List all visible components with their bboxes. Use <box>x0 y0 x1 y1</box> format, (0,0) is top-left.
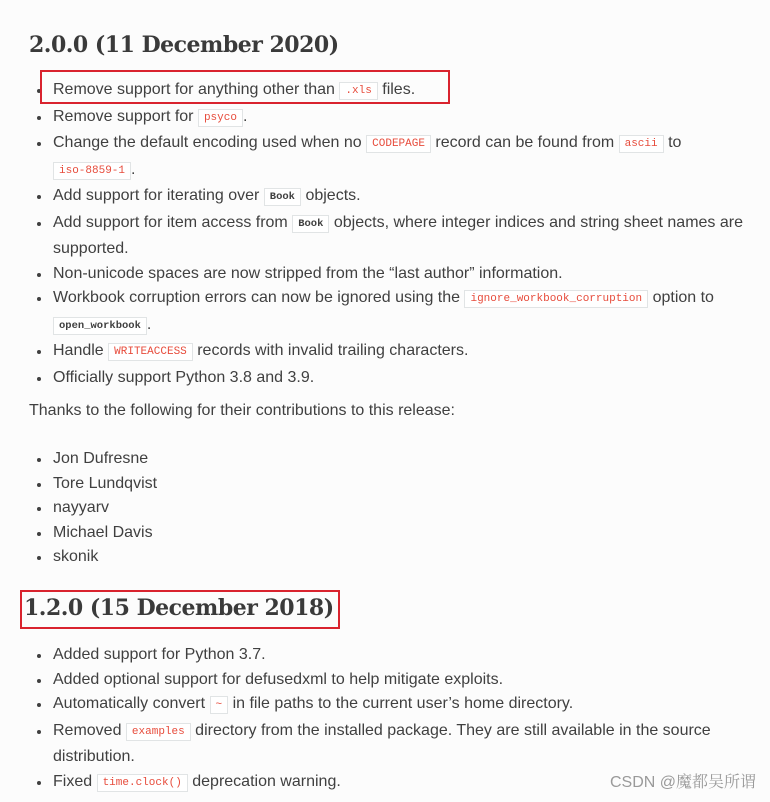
list-item: Removed examples directory from the installed package. They are still available in the source distribution. <box>53 719 753 770</box>
code-xls: .xls <box>339 82 377 100</box>
thanks-text: Thanks to the following for their contributions to this release: <box>29 402 455 419</box>
contributor: Michael Davis <box>53 521 157 546</box>
section-heading-2-0-0: 2.0.0 (11 December 2020) <box>29 32 339 58</box>
contributor: Jon Dufresne <box>53 447 157 472</box>
list-item: Handle WRITEACCESS records with invalid trailing characters. <box>53 339 753 366</box>
code-book: Book <box>264 188 301 206</box>
changes-list-2-0-0 <box>29 78 753 390</box>
watermark: CSDN @魔都吴所谓 <box>609 774 756 791</box>
code-time-clock: time.clock() <box>97 774 188 792</box>
code-examples: examples <box>126 723 191 741</box>
list-item: Non-unicode spaces are now stripped from the “last author” information. <box>53 262 753 287</box>
code-tilde: ~ <box>210 696 229 714</box>
list-item: Add support for item access from Book objects, where integer indices and string sheet names are supported. <box>53 211 753 262</box>
list-item: Automatically convert ~ in file paths to the current user’s home directory. <box>53 692 753 719</box>
list-item: Change the default encoding used when no CODEPAGE record can be found from ascii to iso-8859-1 . <box>53 131 753 184</box>
list-item: Remove support for anything other than .xls files. <box>53 78 753 105</box>
highlight-box-heading-1-2-0 <box>20 590 340 629</box>
list-item: Added support for Python 3.7. <box>53 643 753 668</box>
list-item: Fixed time.clock() deprecation warning. <box>53 770 753 797</box>
code-codepage: CODEPAGE <box>366 135 431 153</box>
code-open-workbook: open_workbook <box>53 317 147 335</box>
code-ignore-workbook-corruption: ignore_workbook_corruption <box>464 290 648 308</box>
highlight-box-first-item <box>40 70 450 104</box>
code-ascii: ascii <box>619 135 664 153</box>
list-item: Remove support for psyco . <box>53 105 753 132</box>
list-item: Workbook corruption errors can now be ignored using the ignore_workbook_corruption option to open_workbook . <box>53 286 753 339</box>
contributor: skonik <box>53 545 157 570</box>
contributors-list <box>29 447 157 570</box>
list-item: Officially support Python 3.8 and 3.9. <box>53 366 753 391</box>
code-writeaccess: WRITEACCESS <box>108 343 193 361</box>
contributor: nayyarv <box>53 496 157 521</box>
code-iso: iso-8859-1 <box>53 162 131 180</box>
list-item: Added optional support for defusedxml to help mitigate exploits. <box>53 668 753 693</box>
code-book: Book <box>292 215 329 233</box>
list-item: Add support for iterating over Book objects. <box>53 184 753 211</box>
contributor: Tore Lundqvist <box>53 472 157 497</box>
code-psyco: psyco <box>198 109 243 127</box>
section-heading-1-2-0: 1.2.0 (15 December 2018) <box>24 595 334 621</box>
